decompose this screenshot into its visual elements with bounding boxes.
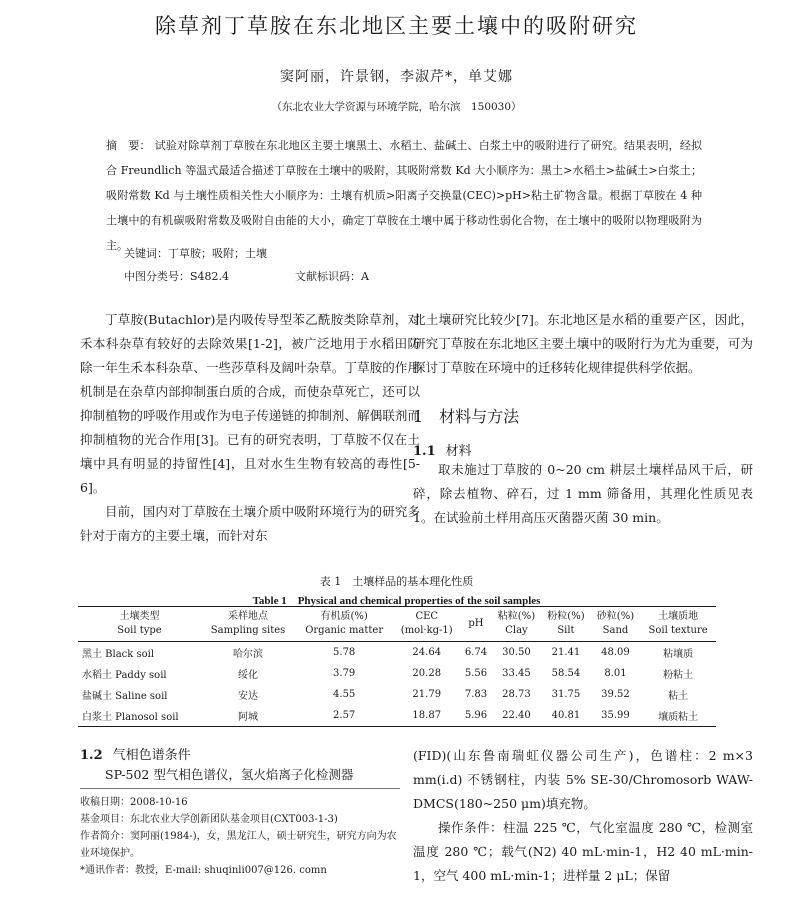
- table-header-cell: 粘粒(%) Clay: [492, 607, 542, 642]
- table-cell: 40.81: [551, 710, 581, 721]
- table-cell: 黑土 Black soil: [82, 649, 155, 660]
- table-header-cell: 土壤类型 Soil type: [78, 607, 201, 642]
- subsection-number: 1.1: [413, 444, 436, 459]
- classification-line: [124, 268, 684, 284]
- footnote-received: 收稿日期：2008-10-16: [80, 797, 188, 808]
- affiliation: （东北农业大学资源与环境学院，哈尔滨 150030）: [271, 101, 522, 113]
- table-cell: 5.96: [464, 710, 488, 721]
- table-header-cell: 土壤质地 Soil texture: [640, 607, 716, 642]
- table-cell: 21.41: [551, 647, 581, 658]
- table-header-cell: CEC (mol·kg-1): [393, 607, 460, 642]
- table-cell: 5.78: [333, 647, 356, 658]
- table-cell: 粉粘土: [663, 670, 694, 681]
- author-list: 窦阿丽，许景钢，李淑芹*，单艾娜: [280, 69, 513, 85]
- subsection-heading-1-2: [80, 744, 191, 763]
- subsection-number: 1.2: [80, 748, 103, 763]
- table-caption-cn: 表 1 土壤样品的基本理化性质: [319, 575, 474, 588]
- table-cell: 盐碱土 Saline soil: [82, 691, 168, 702]
- footnote-divider: [80, 788, 400, 789]
- intro-paragraph-3: 北土壤研究比较少[7]。东北地区是水稻的重要产区，因此，研究丁草胺在东北地区主要土壤中的吸附行为尤为重要，可为探讨丁草胺在环境中的迁移转化规律提供科学依据。: [413, 312, 753, 375]
- table-cell: 4.55: [333, 689, 356, 700]
- operating-conditions-paragraph: 操作条件：柱温 225 ℃，气化室温度 280 ℃，检测室温度 280 ℃；载气(N2) 40 mL·min-1，H2 40 mL·min-1，空气 400 mL·min-1；进样量 2 μL；保留: [413, 820, 753, 883]
- table-cell: 2.57: [333, 710, 356, 721]
- footnote-author-intro: 作者简介：窦阿丽(1984-)，女，黑龙江人，硕士研究生，研究方向为农业环境保护。: [80, 831, 397, 859]
- table-cell: 22.40: [502, 710, 531, 721]
- table-cell: 18.87: [412, 710, 442, 721]
- subsection-title: 材料: [445, 444, 472, 459]
- gc-text: [80, 763, 420, 787]
- table-cell: 水稻土 Paddy soil: [82, 670, 167, 681]
- table-header-cell: pH: [460, 607, 491, 642]
- intro-paragraph-1: 丁草胺(Butachlor)是内吸传导型苯乙酰胺类除草剂，对禾本科杂草有较好的去除效果[1-2]，被广泛地用于水稻田防除一年生禾本科杂草、一些莎草科及阔叶杂草。丁草胺的作用机制是在杂草内部抑制蛋白质的合成，而使杂草死亡，还可以抑制植物的呼吸作用或作为电子传递链的抑制剂、解偶联剂而抑制植物的光合作用[3]。已有的研究表明，丁草胺不仅在土壤中具有明显的持留性[4]，且对水生生物有较高的毒性[5-6]。: [80, 312, 420, 495]
- table-cell: 20.28: [412, 668, 442, 679]
- soil-properties-table: [78, 606, 716, 727]
- table-row: [78, 705, 716, 727]
- table-cell: 安达: [238, 691, 259, 702]
- table-header-row: [78, 607, 716, 642]
- table-cell: 6.74: [464, 647, 488, 658]
- table-cell: 7.83: [464, 689, 488, 700]
- table-cell: 8.01: [604, 668, 627, 679]
- table-cell: 5.56: [464, 668, 488, 679]
- table-cell: 31.75: [551, 689, 581, 700]
- table-cell: 粘土: [668, 691, 689, 702]
- footnote-corresponding: *通讯作者：教授，E-mail: shuqinli007@126. comn: [80, 865, 327, 876]
- table-cell: 白浆土 Planosol soil: [82, 712, 179, 723]
- table-cell: 21.79: [412, 689, 442, 700]
- table-cell: 哈尔滨: [233, 649, 264, 660]
- table-header-cell: 有机质(%) Organic matter: [295, 607, 393, 642]
- abstract: [106, 133, 702, 258]
- abstract-text: 试验对除草剂丁草胺在东北地区主要土壤黑土、水稻土、盐碱土、白浆土中的吸附进行了研究。结果表明，经拟合 Freundlich 等温式最适合描述丁草胺在土壤中的吸附，其吸附常数 Kd 大小顺序为：黑土>水稻土>盐碱土>白浆土；吸附常数 Kd 与土壤性质相关性大小顺序为：土壤有机质>阳离子交换量(CEC)>pH>粘土矿物含量。根据丁草胺在 4 种土壤中的有机碳吸附常数及吸附自由能的大小，确定丁草胺在土壤中属于移动性弱化合物，在土壤中的吸附以物理吸附为主。: [106, 139, 703, 252]
- table-header-cell: 粉粒(%) Silt: [541, 607, 591, 642]
- right-column: [413, 308, 753, 380]
- table-cell: 24.64: [412, 647, 442, 658]
- table-cell: 壤质粘土: [658, 712, 699, 723]
- paper-title: 除草剂丁草胺在东北地区主要土壤中的吸附研究: [155, 14, 638, 38]
- table-cell: 绥化: [238, 670, 259, 681]
- table-row: [78, 642, 716, 664]
- materials-text: [413, 458, 753, 530]
- section-heading-1: 1 材料与方法: [413, 407, 520, 426]
- materials-paragraph: 取未施过丁草胺的 0~20 cm 耕层土壤样品风干后，研碎，除去植物、碎石，过 1 mm 筛备用，其理化性质见表 1。在试验前土样用高压灭菌器灭菌 30 min。: [413, 462, 753, 525]
- table-cell: 39.52: [601, 689, 630, 700]
- table-cell: 33.45: [502, 668, 531, 679]
- table-cell: 3.79: [333, 668, 356, 679]
- subsection-heading-1-1: [413, 440, 472, 459]
- keywords: 关键词：丁草胺；吸附；土壤: [124, 247, 267, 260]
- table-row: [78, 684, 716, 705]
- table-cell: 粘壤质: [663, 649, 694, 660]
- table-header-cell: 砂粒(%) Sand: [591, 607, 641, 642]
- subsection-title: 气相色谱条件: [112, 748, 191, 763]
- table-row: [78, 663, 716, 684]
- gc-detector-paragraph: (FID)(山东鲁南瑞虹仪器公司生产)，色谱柱：2 m×3 mm(i.d) 不锈钢柱，内装 5% SE-30/Chromosorb WAW-DMCS(180~250 μm)填充物。: [413, 748, 753, 811]
- gc-conditions-text: [413, 744, 753, 888]
- table-caption-en: Table 1 Physical and chemical properties of the soil samples: [252, 595, 541, 607]
- abstract-label: 摘 要：: [106, 139, 151, 152]
- document-code: 文献标识码：A: [295, 270, 369, 283]
- table-cell: 28.73: [502, 689, 531, 700]
- gc-paragraph: SP-502 型气相色谱仪，氢火焰离子化检测器: [105, 767, 354, 782]
- clc-number: 中图分类号：S482.4: [124, 270, 230, 283]
- table-cell: 48.09: [601, 647, 630, 658]
- table-cell: 35.99: [601, 710, 630, 721]
- table-cell: 30.50: [502, 647, 531, 658]
- table-cell: 58.54: [551, 668, 581, 679]
- table-header-cell: 采样地点 Sampling sites: [201, 607, 295, 642]
- intro-paragraph-2: 目前，国内对丁草胺在土壤介质中吸附环境行为的研究多针对于南方的主要土壤，而针对东: [80, 504, 420, 543]
- footnote-fund: 基金项目：东北农业大学创新团队基金项目(CXT003-1-3): [80, 814, 338, 825]
- left-column: [80, 308, 420, 548]
- table-cell: 阿城: [238, 712, 259, 723]
